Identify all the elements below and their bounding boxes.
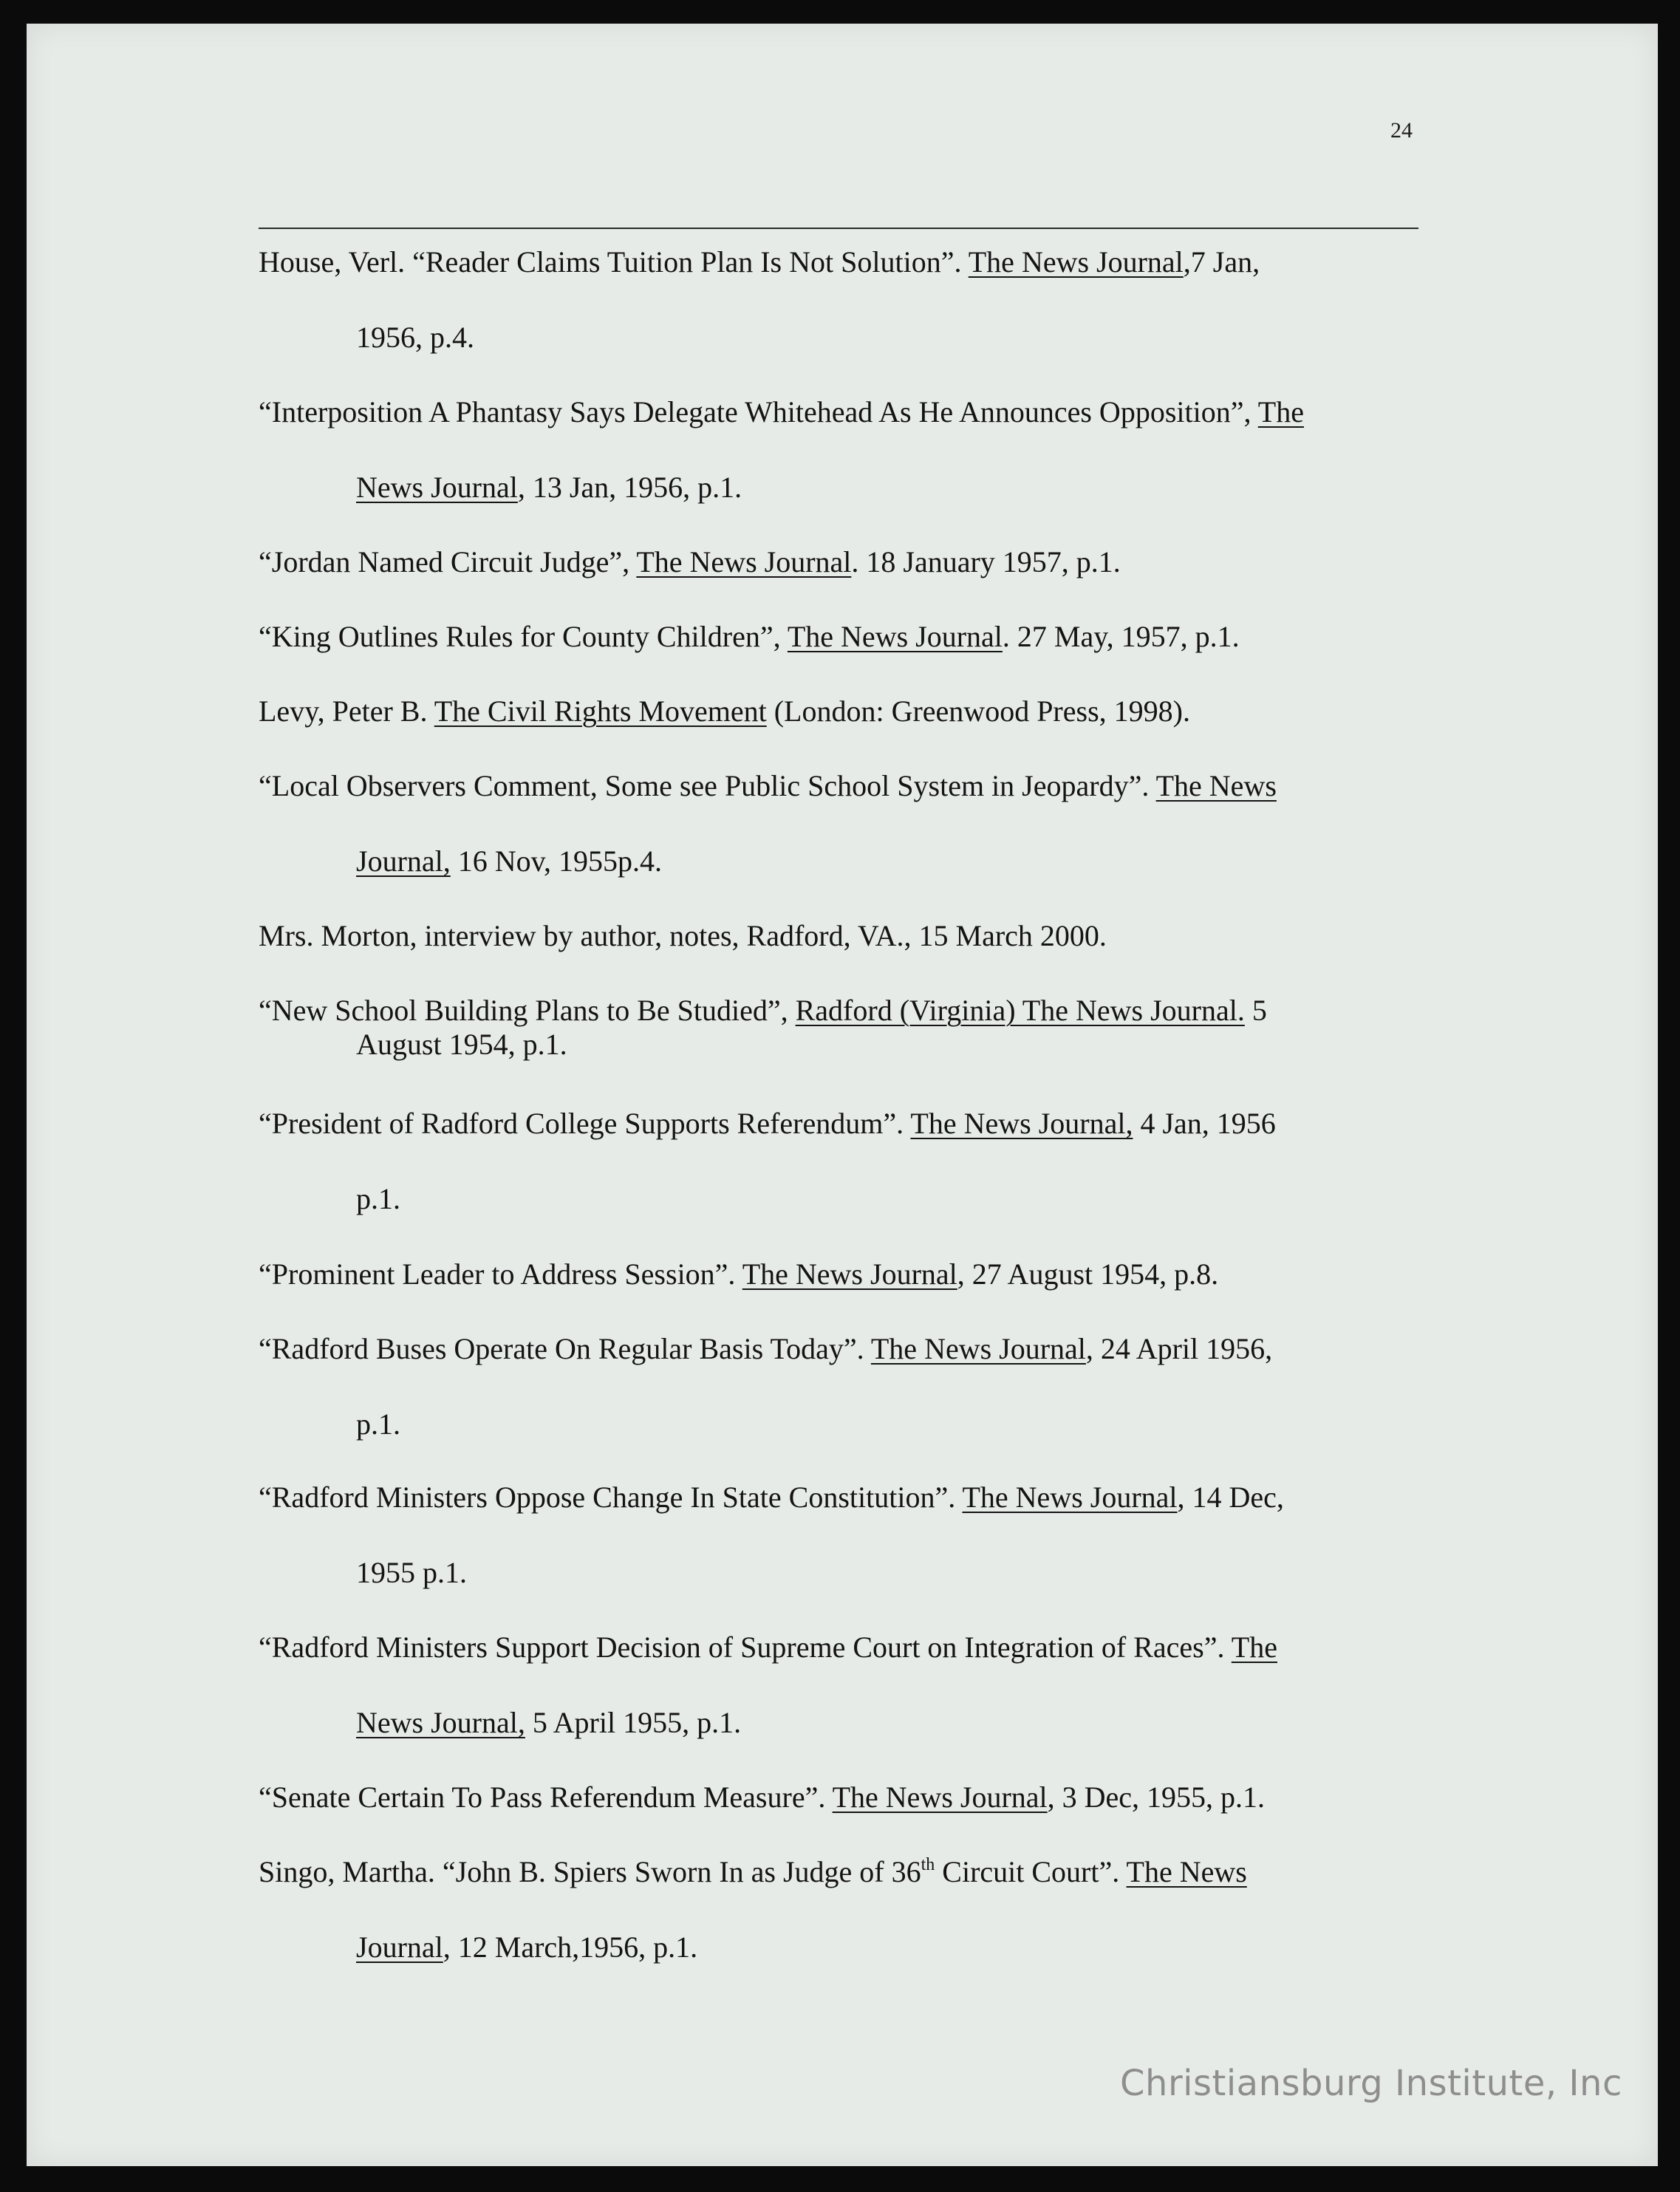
header-rule xyxy=(259,228,1418,229)
publication-title: The News xyxy=(1126,1855,1247,1888)
entry-text: , 27 August 1954, p.8. xyxy=(957,1257,1219,1291)
publication-title: The News Journal xyxy=(787,620,1003,653)
publication-title: The News Journal xyxy=(742,1257,957,1291)
entry-text: . 18 January 1957, p.1. xyxy=(851,545,1121,578)
bibliography-entry xyxy=(259,769,1441,878)
entry-text: , 14 Dec, xyxy=(1177,1481,1284,1514)
entry-text: “Prominent Leader to Address Session”. xyxy=(259,1257,742,1291)
entry-text: “President of Radford College Supports Referendum”. xyxy=(259,1107,911,1140)
publication-title: Journal, xyxy=(356,844,451,878)
entry-continuation: p.1. xyxy=(356,1407,400,1441)
entry-text: “Radford Buses Operate On Regular Basis Today”. xyxy=(259,1332,871,1365)
entry-text: . 27 May, 1957, p.1. xyxy=(1002,620,1240,653)
watermark: Christiansburg Institute, Inc xyxy=(1120,2063,1622,2104)
publication-title: The News Journal xyxy=(962,1481,1178,1514)
publication-title: Radford (Virginia) The News Journal. xyxy=(795,994,1245,1027)
publication-title: News Journal xyxy=(356,471,518,504)
entry-continuation: 1956, p.4. xyxy=(356,321,474,354)
publication-title: News Journal, xyxy=(356,1706,525,1739)
bibliography-entry xyxy=(259,1481,1441,1590)
entry-continuation: p.1. xyxy=(356,1182,400,1215)
bibliography-entry xyxy=(259,1257,1441,1291)
publication-title: The News xyxy=(1155,769,1277,802)
publication-title: The News Journal xyxy=(636,545,852,578)
entry-text: “Radford Ministers Support Decision of Supreme Court on Integration of Races”. xyxy=(259,1631,1232,1664)
bibliography-entry xyxy=(259,994,1441,1062)
entry-continuation: August 1954, p.1. xyxy=(356,1028,567,1061)
entry-text: “King Outlines Rules for County Children”, xyxy=(259,620,788,653)
entry-text: Circuit Court”. xyxy=(935,1855,1127,1888)
bibliography-entry xyxy=(259,245,1441,355)
bibliography-entry xyxy=(259,1855,1441,1964)
bibliography-entry xyxy=(259,1631,1441,1740)
entry-text: “Radford Ministers Oppose Change In State Constitution”. xyxy=(259,1481,963,1514)
bibliography-entry xyxy=(259,545,1441,579)
bibliography-entry xyxy=(259,395,1441,505)
entry-text: Singo, Martha. “John B. Spiers Sworn In as Judge of 36 xyxy=(259,1855,921,1888)
ordinal-superscript: th xyxy=(921,1855,935,1874)
publication-title: The News Journal, xyxy=(910,1107,1133,1140)
page-number: 24 xyxy=(1390,118,1413,143)
bibliography-entry xyxy=(259,620,1441,654)
entry-continuation: 5 April 1955, p.1. xyxy=(525,1706,742,1739)
bibliography-entry xyxy=(259,1780,1441,1814)
entry-continuation: , 13 Jan, 1956, p.1. xyxy=(517,471,742,504)
book-title: The Civil Rights Movement xyxy=(434,694,767,728)
entry-continuation: 1955 p.1. xyxy=(356,1556,467,1589)
entry-continuation: 16 Nov, 1955p.4. xyxy=(450,844,663,878)
publication-title: The xyxy=(1231,1631,1277,1664)
entry-text: Levy, Peter B. xyxy=(259,694,434,728)
entry-text: , 3 Dec, 1955, p.1. xyxy=(1047,1780,1266,1814)
entry-continuation: , 12 March,1956, p.1. xyxy=(443,1930,698,1964)
publication-title: Journal xyxy=(356,1930,443,1964)
entry-text: “Local Observers Comment, Some see Public School System in Jeopardy”. xyxy=(259,769,1156,802)
bibliography-entry xyxy=(259,694,1441,728)
entry-text: “Interposition A Phantasy Says Delegate Whitehead As He Announces Opposition”, xyxy=(259,395,1258,429)
entry-text: ,7 Jan, xyxy=(1183,245,1260,279)
bibliography-entry xyxy=(259,1107,1441,1216)
entry-text: “Senate Certain To Pass Referendum Measure”. xyxy=(259,1780,833,1814)
entry-text: “Jordan Named Circuit Judge”, xyxy=(259,545,637,578)
publication-title: The xyxy=(1257,395,1304,429)
bibliography-entry xyxy=(259,1332,1441,1441)
entry-text: 5 xyxy=(1244,994,1267,1027)
entry-text: Mrs. Morton, interview by author, notes, Radford, VA., 15 March 2000. xyxy=(259,919,1107,952)
entry-text: “New School Building Plans to Be Studied”, xyxy=(259,994,796,1027)
entry-text: , 24 April 1956, xyxy=(1085,1332,1273,1365)
entry-text: (London: Greenwood Press, 1998). xyxy=(766,694,1190,728)
publication-title: The News Journal xyxy=(870,1332,1086,1365)
entry-text: House, Verl. “Reader Claims Tuition Plan Is Not Solution”. xyxy=(259,245,969,279)
bibliography-entry xyxy=(259,919,1441,953)
publication-title: The News Journal xyxy=(968,245,1184,279)
publication-title: The News Journal xyxy=(832,1780,1048,1814)
entry-text: 4 Jan, 1956 xyxy=(1133,1107,1276,1140)
